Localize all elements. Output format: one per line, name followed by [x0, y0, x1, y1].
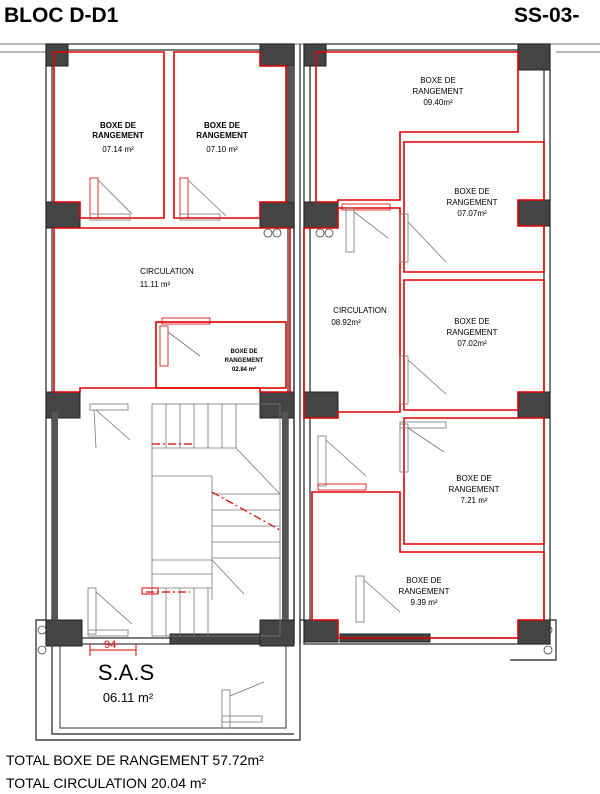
room-area: 07.02m²: [457, 339, 487, 348]
room-box3-label: [412, 76, 463, 107]
stair-marker: [142, 588, 158, 594]
room-area: 02.84 m²: [231, 367, 257, 373]
interior-walls: [52, 66, 294, 620]
room-box6-label: [448, 474, 499, 505]
sas-name: S.A.S: [97, 660, 155, 685]
door-circ2-bottom: [318, 436, 366, 490]
room-name: RANGEMENT: [446, 198, 498, 207]
room-name: BOXE DE: [454, 187, 490, 196]
staircase: [152, 404, 280, 636]
door-box6: [400, 422, 446, 472]
door-sas-left: [88, 588, 132, 636]
room-area: 07.07m²: [457, 209, 487, 218]
left-block-walls: [46, 44, 300, 644]
sas-area: 06.11 m²: [102, 690, 154, 705]
stair-direction-line: [146, 444, 280, 592]
room-name: RANGEMENT: [398, 587, 450, 596]
room-name: BOXE DE: [99, 121, 137, 130]
door-box3: [342, 204, 390, 252]
room-box-small-label: [225, 349, 264, 373]
door-box4: [400, 214, 446, 262]
room-name: BOXE DE: [230, 349, 258, 355]
sheet-code: SS-03-: [514, 4, 580, 27]
door-box7: [356, 576, 400, 622]
total-boxes: TOTAL BOXE DE RANGEMENT 57.72m²: [6, 752, 264, 768]
door-box5: [400, 356, 446, 404]
room-box7-label: [398, 576, 449, 607]
room-name: BOXE DE: [420, 76, 456, 85]
room-name: BOXE DE: [406, 576, 442, 585]
downpipes: [38, 229, 552, 654]
room-name: CIRCULATION: [140, 267, 194, 276]
right-block-walls: [300, 44, 556, 660]
room-area: 07.10 m²: [206, 145, 238, 154]
room-name: RANGEMENT: [92, 131, 144, 140]
room-circulation2-label: [331, 306, 387, 327]
door-stair-left: [90, 404, 130, 448]
room-name: RANGEMENT: [196, 131, 248, 140]
room-name: BOXE DE: [203, 121, 241, 130]
room-name: RANGEMENT: [412, 87, 464, 96]
room-sas-label: [98, 660, 154, 705]
dimension-value: 94: [104, 639, 117, 651]
room-name: BOXE DE: [454, 317, 490, 326]
room-area: 08.92m²: [331, 318, 361, 327]
room-name: RANGEMENT: [224, 358, 264, 364]
room-area: 09.40m²: [423, 98, 453, 107]
room-box5-label: [446, 317, 497, 348]
door-box2: [180, 178, 226, 220]
room-box1-label: [92, 121, 144, 154]
block-title: BLOC D-D1: [4, 4, 119, 27]
room-name: CIRCULATION: [333, 306, 387, 315]
room-circulation1-label: [140, 267, 194, 289]
door-box-small: [160, 318, 210, 366]
room-area: 9.39 m²: [410, 598, 438, 607]
room-area: 07.14 m²: [102, 145, 134, 154]
room-name: RANGEMENT: [448, 485, 500, 494]
room-box4-label: [446, 187, 497, 218]
room-name: BOXE DE: [456, 474, 492, 483]
room-name: RANGEMENT: [446, 328, 498, 337]
room-area: 7.21 m²: [460, 496, 488, 505]
total-circulation: TOTAL CIRCULATION 20.04 m²: [6, 775, 207, 791]
door-box1: [90, 178, 132, 220]
room-box2-label: [196, 121, 248, 154]
room-area: 11.11 m²: [139, 280, 171, 289]
door-sas-right: [222, 682, 264, 728]
